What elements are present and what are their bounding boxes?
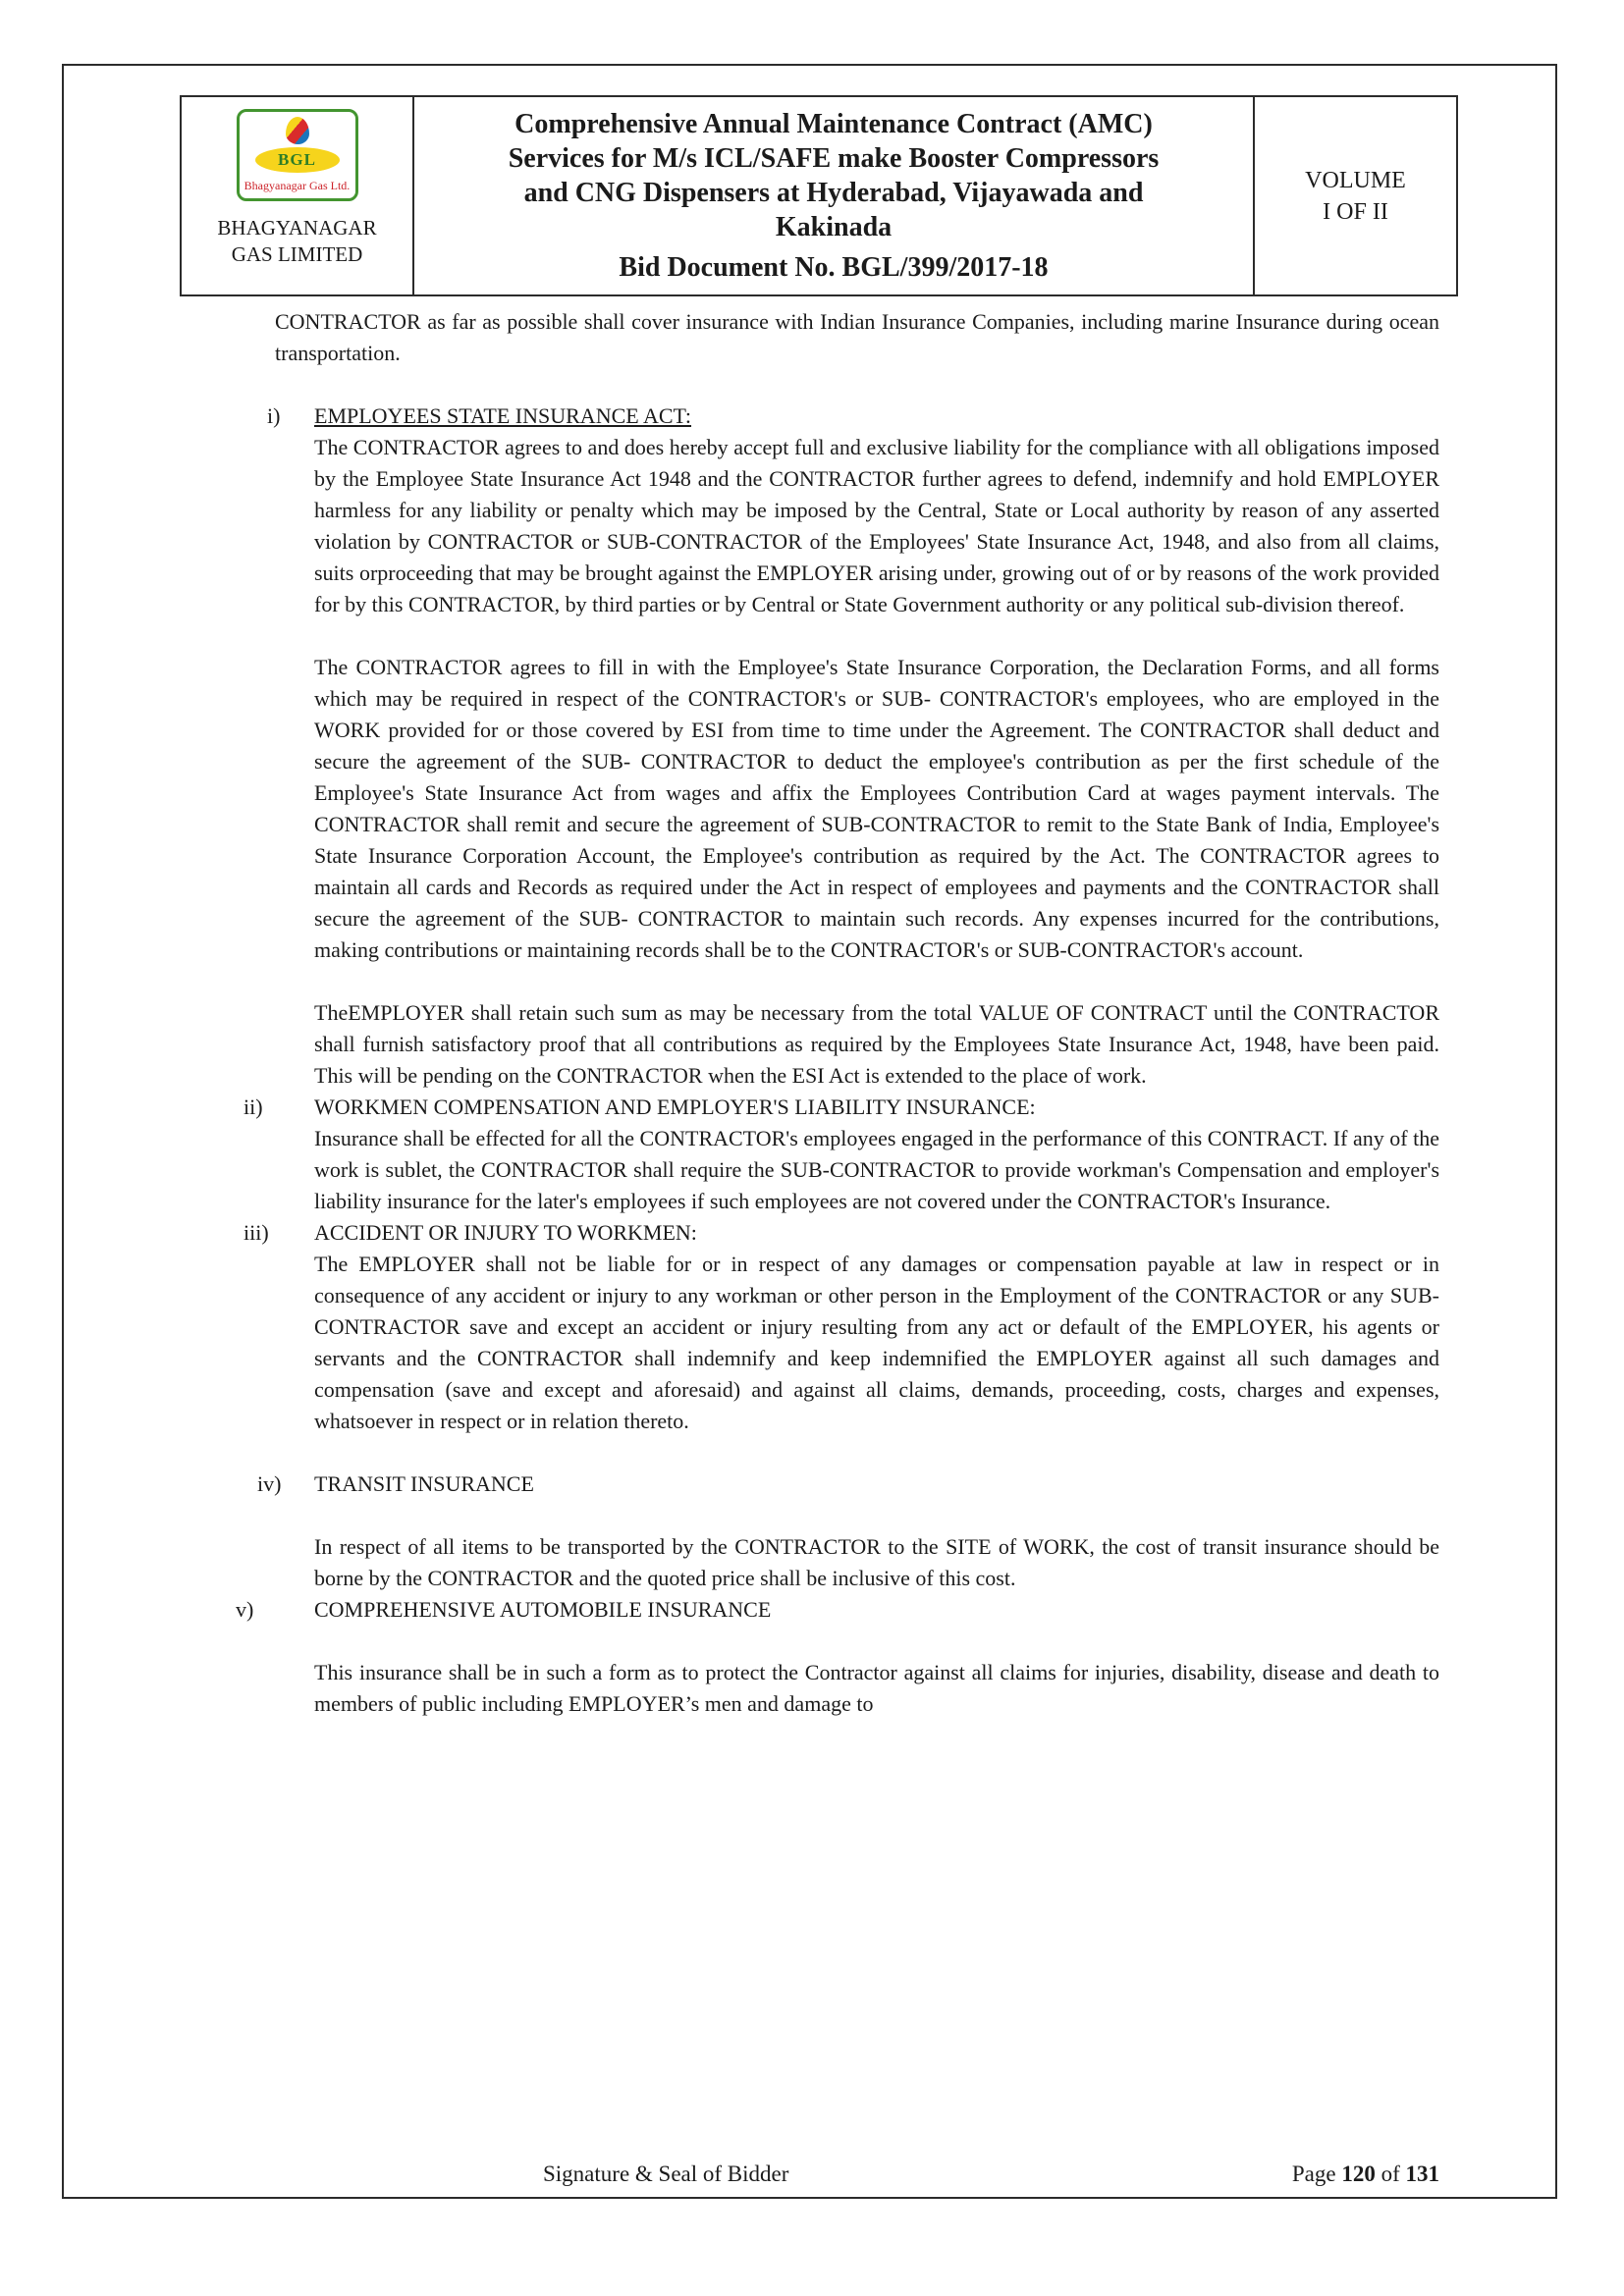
bgl-logo-icon	[237, 109, 358, 201]
clause-marker: iv)	[257, 1471, 282, 1496]
page-current: 120	[1341, 2162, 1376, 2186]
clause-paragraph: In respect of all items to be transported by the CONTRACTOR to the SITE of WORK, the cost of transit insurance should be borne by the CONTRACTOR and the quoted price shall be inclusive of this cost.	[314, 1534, 1439, 1590]
title-line: Services for M/s ICL/SAFE make Booster Compressors	[508, 143, 1160, 174]
clause-marker: ii)	[244, 1095, 263, 1119]
logo-caption: Bhagyanagar Gas Ltd.	[244, 179, 351, 192]
clause-paragraph: The EMPLOYER shall not be liable for or in respect of any damages or compensation payable at law in respect or in consequence of any accident or injury to any workman or other person in the Employment of the CONTRACTOR or any SUB-CONTRACTOR save and except an accident or injury resulting from any act or default of the EMPLOYER, his agents or servants and the CONTRACTOR shall indemnify and keep indemnified the EMPLOYER against all such damages and compensation (save and except and aforesaid) and against all claims, demands, proceeding, costs, charges and expenses, whatsoever in respect or in relation thereto.	[314, 1252, 1439, 1433]
title-line: Kakinada	[775, 212, 893, 242]
clause-paragraph: The CONTRACTOR agrees to and does hereby accept full and exclusive liability for the compliance with all obligations imposed by the Employee State Insurance Act 1948 and the CONTRACTOR further agrees to defend, indemnify and hold EMPLOYER harmless for any liability or penalty which may be imposed by the Central, State or Local authority by reason of any asserted violation by CONTRACTOR or SUB-CONTRACTOR of the Employees' State Insurance Act, 1948, and also from all claims, suits orproceeding that may be brought against the EMPLOYER arising under, growing out of or by reasons of the work provided for by this CONTRACTOR, by third parties or by Central or State Government authority or any political sub-division thereof.	[314, 435, 1439, 616]
clause-item-i	[236, 400, 1439, 1092]
clause-heading-iv: TRANSIT INSURANCE	[314, 1471, 534, 1496]
page-label: Page	[1291, 2162, 1336, 2186]
volume-line2: I OF II	[1323, 198, 1388, 225]
clause-paragraph: The CONTRACTOR agrees to fill in with the Employee's State Insurance Corporation, the Declaration Forms, and all forms which may be required in respect of the CONTRACTOR's or SUB- CONTRACTOR's employees, who are employed in the WORK provided for or those covered by ESI from time to time under the Agreement. The CONTRACTOR shall deduct and secure the agreement of the SUB- CONTRACTOR to deduct the employee's contribution as per the first schedule of the Employee's State Insurance Act from wages and affix the Employees Contribution Card at wages payment intervals. The CONTRACTOR shall remit and secure the agreement of SUB-CONTRACTOR to remit to the State Bank of India, Employee's State Insurance Corporation Account, the Employee's contribution as required by the Act. The CONTRACTOR agrees to maintain all cards and Records as required under the Act in respect of employees and payments and the CONTRACTOR shall secure the agreement of the SUB- CONTRACTOR to maintain such records. Any expenses incurred for the contributions, making contributions or maintaining records shall be to the CONTRACTOR's or SUB-CONTRACTOR's account.	[314, 655, 1439, 962]
clause-item-iii	[236, 1217, 1439, 1468]
clause-paragraph: TheEMPLOYER shall retain such sum as may be necessary from the total VALUE OF CONTRACT until the CONTRACTOR shall furnish satisfactory proof that all contributions as required by the Employees State Insurance Act, 1948, have been paid. This will be pending on the CONTRACTOR when the ESI Act is extended to the place of work.	[314, 1000, 1439, 1088]
clause-marker: iii)	[244, 1220, 269, 1245]
intro-paragraph: CONTRACTOR as far as possible shall cover insurance with Indian Insurance Companies, including marine Insurance during ocean transportation.	[275, 309, 1439, 365]
clause-heading-ii: WORKMEN COMPENSATION AND EMPLOYER'S LIABILITY INSURANCE:	[314, 1095, 1036, 1119]
clause-paragraph: Insurance shall be effected for all the CONTRACTOR's employees engaged in the performance of this CONTRACT. If any of the work is sublet, the CONTRACTOR shall require the SUB-CONTRACTOR to provide workman's Compensation and employer's liability insurance for the later's employees if such employees are not covered under the CONTRACTOR's Insurance.	[314, 1126, 1439, 1213]
org-name-line2: GAS LIMITED	[231, 242, 363, 266]
page-number	[1292, 2162, 1439, 2187]
clause-item-v	[236, 1594, 1439, 1720]
org-name-line1: BHAGYANAGAR	[217, 216, 377, 240]
clause-heading-i: EMPLOYEES STATE INSURANCE ACT:	[314, 403, 692, 428]
clause-item-ii	[236, 1092, 1439, 1217]
document-header	[180, 95, 1458, 296]
logo-flame-icon	[286, 117, 309, 144]
clause-heading-iii: ACCIDENT OR INJURY TO WORKMEN:	[314, 1220, 697, 1245]
clause-marker: i)	[267, 403, 281, 428]
signature-seal-label: Signature & Seal of Bidder	[543, 2162, 789, 2186]
clause-heading-v: COMPREHENSIVE AUTOMOBILE INSURANCE	[314, 1597, 772, 1622]
logo-acronym-text: BGL	[278, 150, 316, 169]
document-title	[414, 97, 1255, 294]
logo-cell	[182, 97, 414, 294]
volume-line1: VOLUME	[1305, 167, 1406, 193]
title-line: Comprehensive Annual Maintenance Contract (AMC)	[514, 109, 1153, 139]
clause-item-iv	[236, 1468, 1439, 1594]
clause-paragraph: This insurance shall be in such a form as to protect the Contractor against all claims for injuries, disability, disease and death to members of public including EMPLOYER’s men and damage to	[314, 1660, 1439, 1716]
document-body	[236, 306, 1439, 1720]
logo-acronym	[255, 147, 340, 173]
org-name	[217, 215, 376, 268]
of-label: of	[1380, 2162, 1400, 2186]
bid-document-number: Bid Document No. BGL/399/2017-18	[619, 252, 1049, 283]
page-total: 131	[1405, 2162, 1439, 2186]
clause-marker: v)	[236, 1597, 254, 1622]
volume-label	[1255, 97, 1456, 294]
title-line: and CNG Dispensers at Hyderabad, Vijayawada and	[523, 178, 1144, 208]
